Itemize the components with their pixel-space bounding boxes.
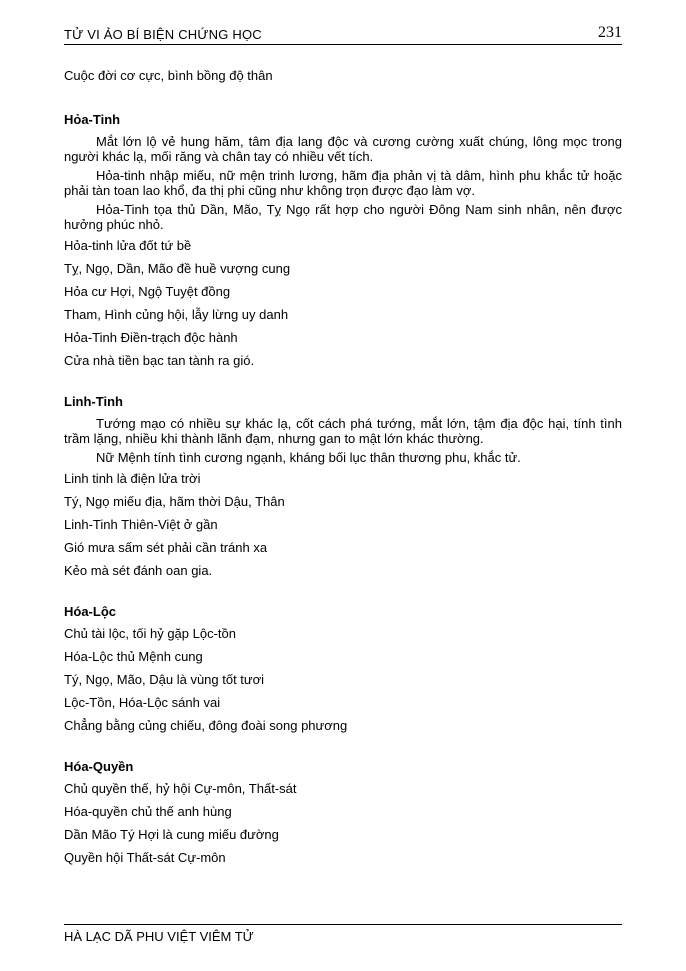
section-hoa-quyen	[64, 757, 622, 869]
verse-line: Tham, Hình củng hội, lẫy lừng uy danh	[64, 307, 289, 322]
paragraph: Tướng mạo có nhiều sự khác lạ, cốt cách phá tướng, mắt lớn, tậm địa độc hại, tính tình trầm lặng, nhiều khi thành lãnh đạm, nhưng gan to mật lớn khác thường.	[64, 416, 622, 446]
verse-line: Dần Mão Tý Hợi là cung miếu đường	[64, 827, 279, 842]
paragraph: Hỏa-tinh nhập miếu, nữ mện trinh lương, hãm địa phản vị tà dâm, hình phu khắc tử hoặc phải tàn toan lao khổ, đa thị phi cũng như không trọn được đạo làm vợ.	[64, 168, 622, 198]
verse-line: Hỏa cư Hợi, Ngộ Tuyệt đồng	[64, 284, 231, 299]
section-heading: Linh-Tinh	[64, 394, 123, 409]
section-heading: Hỏa-Tinh	[64, 112, 121, 127]
author-name: HÀ LẠC DÃ PHU VIỆT VIÊM TỬ	[64, 929, 254, 944]
intro-verse-line: Cuộc đời cơ cực, bình bồng độ thân	[64, 68, 273, 83]
book-title: TỬ VI ẢO BÍ BIỆN CHỨNG HỌC	[64, 27, 262, 42]
paragraph: Hỏa-Tinh tọa thủ Dần, Mão, Tỵ Ngọ rất hợp cho người Đông Nam sinh nhân, nên được hưởng phúc nhỏ.	[64, 202, 622, 232]
page-content	[64, 64, 622, 869]
section-heading: Hóa-Lộc	[64, 604, 116, 619]
verse-line: Kẻo mà sét đánh oan gia.	[64, 563, 213, 578]
verse-line: Linh-Tinh Thiên-Việt ở gần	[64, 517, 218, 532]
verse-line: Chủ tài lộc, tối hỷ gặp Lộc-tồn	[64, 626, 236, 641]
verse-line: Tý, Ngọ miếu địa, hãm thời Dậu, Thân	[64, 494, 285, 509]
verse-line: Tỵ, Ngọ, Dần, Mão đề huề vượng cung	[64, 261, 291, 276]
paragraph: Nữ Mệnh tính tình cương ngạnh, kháng bối lục thân thương phu, khắc tử.	[96, 450, 521, 465]
verse-line: Gió mưa sấm sét phải cần tránh xa	[64, 540, 268, 555]
verse-line: Hỏa-Tinh Điền-trạch độc hành	[64, 330, 238, 345]
verse-line: Tý, Ngọ, Mão, Dậu là vùng tốt tươi	[64, 672, 265, 687]
paragraph: Mắt lớn lộ vẻ hung hăm, tâm địa lang độc và cương cường xuất chúng, lông mọc trong người khác lạ, mối răng và chân tay có nhiều vết tích.	[64, 134, 622, 164]
verse-line: Hỏa-tinh lửa đốt tứ bề	[64, 238, 192, 253]
page-number: 231	[598, 24, 622, 41]
section-linh-tinh	[64, 392, 622, 582]
verse-line: Linh tinh là điện lửa trời	[64, 471, 201, 486]
verse-line: Chẳng bằng củng chiếu, đông đoài song phương	[64, 718, 348, 733]
section-hoa-loc	[64, 602, 622, 737]
verse-line: Quyền hội Thất-sát Cự-môn	[64, 850, 226, 865]
verse-line: Hóa-quyền chủ thế anh hùng	[64, 804, 232, 819]
page-header	[64, 24, 622, 45]
page-footer	[64, 924, 622, 946]
verse-line: Hóa-Lộc thủ Mệnh cung	[64, 649, 203, 664]
section-hoa-tinh	[64, 110, 622, 372]
verse-line: Lộc-Tồn, Hóa-Lộc sánh vai	[64, 695, 221, 710]
verse-line: Cửa nhà tiền bạc tan tành ra gió.	[64, 353, 255, 368]
verse-line: Chủ quyền thế, hỷ hội Cự-môn, Thất-sát	[64, 781, 297, 796]
section-heading: Hóa-Quyền	[64, 759, 134, 774]
